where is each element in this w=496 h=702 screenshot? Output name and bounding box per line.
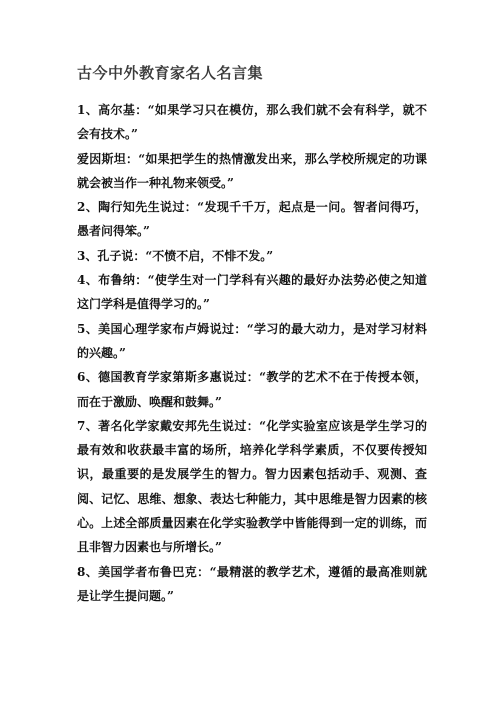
quote-brubacher: 8、美国学者布鲁巴克：“最精湛的教学艺术，遵循的最高准则就是让学生提问题。” — [77, 564, 427, 603]
quote-gorky: 1、高尔基：“如果学习只在模仿，那么我们就不会有科学，就不会有技术。” — [77, 103, 427, 142]
quote-tao-xingzhi: 2、陶行知先生说过：“发现千千万，起点是一问。智者问得巧，愚者问得笨。” — [77, 200, 427, 239]
quote-diesterweg: 6、德国教育学家第斯多惠说过：“教学的艺术不在于传授本领，而在于激励、唤醒和鼓舞。” — [77, 370, 427, 409]
quote-einstein: 爱因斯坦：“如果把学生的热情激发出来，那么学校所规定的功课就会被当作一种礼物来领受。” — [77, 151, 427, 190]
quote-dai-anbang: 7、著名化学家戴安邦先生说过：“化学实验室应该是学生学习的最有效和收获最丰富的场所，培养化学科学素质，不仅要传授知识，最重要的是发展学生的智力。智力因素包括动手、观测、查阅、记忆、思维、想象、表达七种能力，其中思维是智力因素的核心。上述全部质量因素在化学实验教学中皆能得到一定的训练，而且非智力因素也与所增长。” — [77, 418, 427, 555]
quote-bloom: 5、美国心理学家布卢姆说过：“学习的最大动力，是对学习材料的兴趣。” — [77, 321, 427, 360]
document-title: 古今中外教育家名人名言集 — [77, 64, 264, 82]
quote-list — [77, 98, 427, 608]
quote-bruner: 4、布鲁纳：“使学生对一门学科有兴趣的最好办法势必使之知道这门学科是值得学习的。” — [77, 273, 427, 312]
quote-confucius: 3、孔子说：“不愤不启，不悱不发。” — [77, 248, 274, 263]
